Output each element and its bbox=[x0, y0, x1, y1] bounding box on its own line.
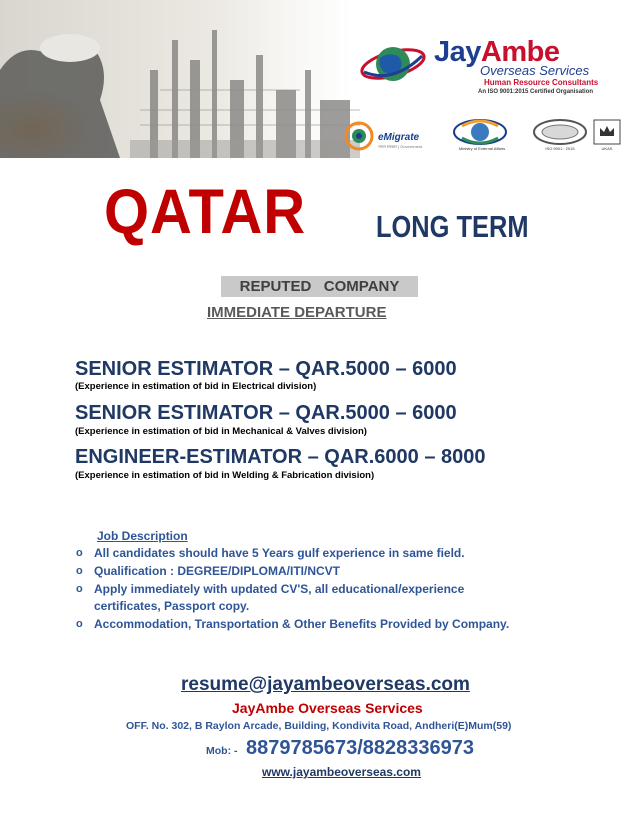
globe-icon bbox=[358, 34, 428, 94]
list-item-text: All candidates should have 5 Years gulf experience in same field. bbox=[94, 546, 465, 560]
ukas-logo bbox=[592, 118, 622, 154]
email-link[interactable]: resume@jayambeoverseas.com bbox=[181, 674, 470, 695]
emigrate-sub: भारत सरकार | Government bbox=[378, 144, 423, 149]
brand-name-ambe: Ambe bbox=[480, 36, 560, 68]
header-banner bbox=[0, 0, 640, 158]
certification-logos bbox=[340, 118, 630, 158]
ministry-label: Ministry of External Affairs bbox=[458, 146, 506, 151]
position-title: SENIOR ESTIMATOR – QAR.5000 – 6000 bbox=[75, 402, 457, 424]
brand-name-jay: Jay bbox=[434, 36, 481, 68]
emigrate-label: eMigrate bbox=[378, 132, 420, 143]
country-title: QATAR bbox=[104, 177, 307, 247]
bullet-icon: o bbox=[76, 565, 83, 577]
company-name: JayAmbe Overseas Services bbox=[232, 700, 423, 716]
bullet-icon: o bbox=[76, 618, 83, 630]
contract-term: LONG TERM bbox=[376, 209, 529, 244]
mobile-numbers: 8879785673/8828336973 bbox=[246, 737, 475, 759]
office-address: OFF. No. 302, B Raylon Arcade, Building, Kondivita Road, Andheri(E)Mum(59) bbox=[126, 720, 512, 732]
brand-iso-note: An ISO 9001:2015 Certified Organisation bbox=[478, 89, 594, 95]
mobile-label: Mob: - bbox=[206, 745, 238, 757]
ukas-label: UKAS bbox=[601, 146, 613, 151]
position-title: SENIOR ESTIMATOR – QAR.5000 – 6000 bbox=[75, 358, 457, 380]
iso-label: ISO 9001 : 2015 bbox=[545, 146, 575, 151]
reputed-company-banner: REPUTED COMPANY bbox=[221, 276, 418, 297]
iso-logo bbox=[530, 118, 590, 154]
iso-seal-icon bbox=[530, 118, 590, 146]
list-item bbox=[76, 616, 516, 633]
list-item-text: Qualification : DEGREE/DIPLOMA/ITI/NCVT bbox=[94, 564, 341, 578]
emigrate-logo bbox=[344, 118, 436, 154]
list-item-text: Accommodation, Transportation & Other Benefits Provided by Company. bbox=[94, 617, 510, 631]
list-item-text: Apply immediately with updated CV'S, all educational/experience certificates, Passport copy. bbox=[94, 582, 465, 613]
industrial-plant-image bbox=[0, 0, 360, 158]
list-item bbox=[76, 563, 516, 580]
website-link[interactable]: www.jayambeoverseas.com bbox=[262, 765, 421, 779]
list-item bbox=[76, 581, 516, 615]
ministry-logo bbox=[448, 118, 512, 154]
brand-subtitle: Overseas Services bbox=[480, 63, 590, 78]
bullet-icon: o bbox=[76, 547, 83, 559]
job-description-list bbox=[76, 545, 516, 634]
bullet-icon: o bbox=[76, 583, 83, 595]
position-title: ENGINEER-ESTIMATOR – QAR.6000 – 8000 bbox=[75, 446, 486, 468]
company-logo bbox=[358, 34, 628, 94]
immediate-departure: IMMEDIATE DEPARTURE bbox=[207, 304, 387, 321]
brand-tagline: Human Resource Consultants bbox=[484, 78, 599, 87]
position-note: (Experience in estimation of bid in Mechanical & Valves division) bbox=[75, 426, 367, 437]
position-note: (Experience in estimation of bid in Welding & Fabrication division) bbox=[75, 470, 375, 481]
job-description-heading: Job Description bbox=[97, 529, 188, 543]
emigrate-icon bbox=[344, 118, 374, 154]
ministry-emblem-icon bbox=[448, 118, 512, 146]
list-item bbox=[76, 545, 516, 562]
position-note: (Experience in estimation of bid in Electrical division) bbox=[75, 381, 317, 392]
ukas-crown-icon bbox=[592, 118, 622, 146]
